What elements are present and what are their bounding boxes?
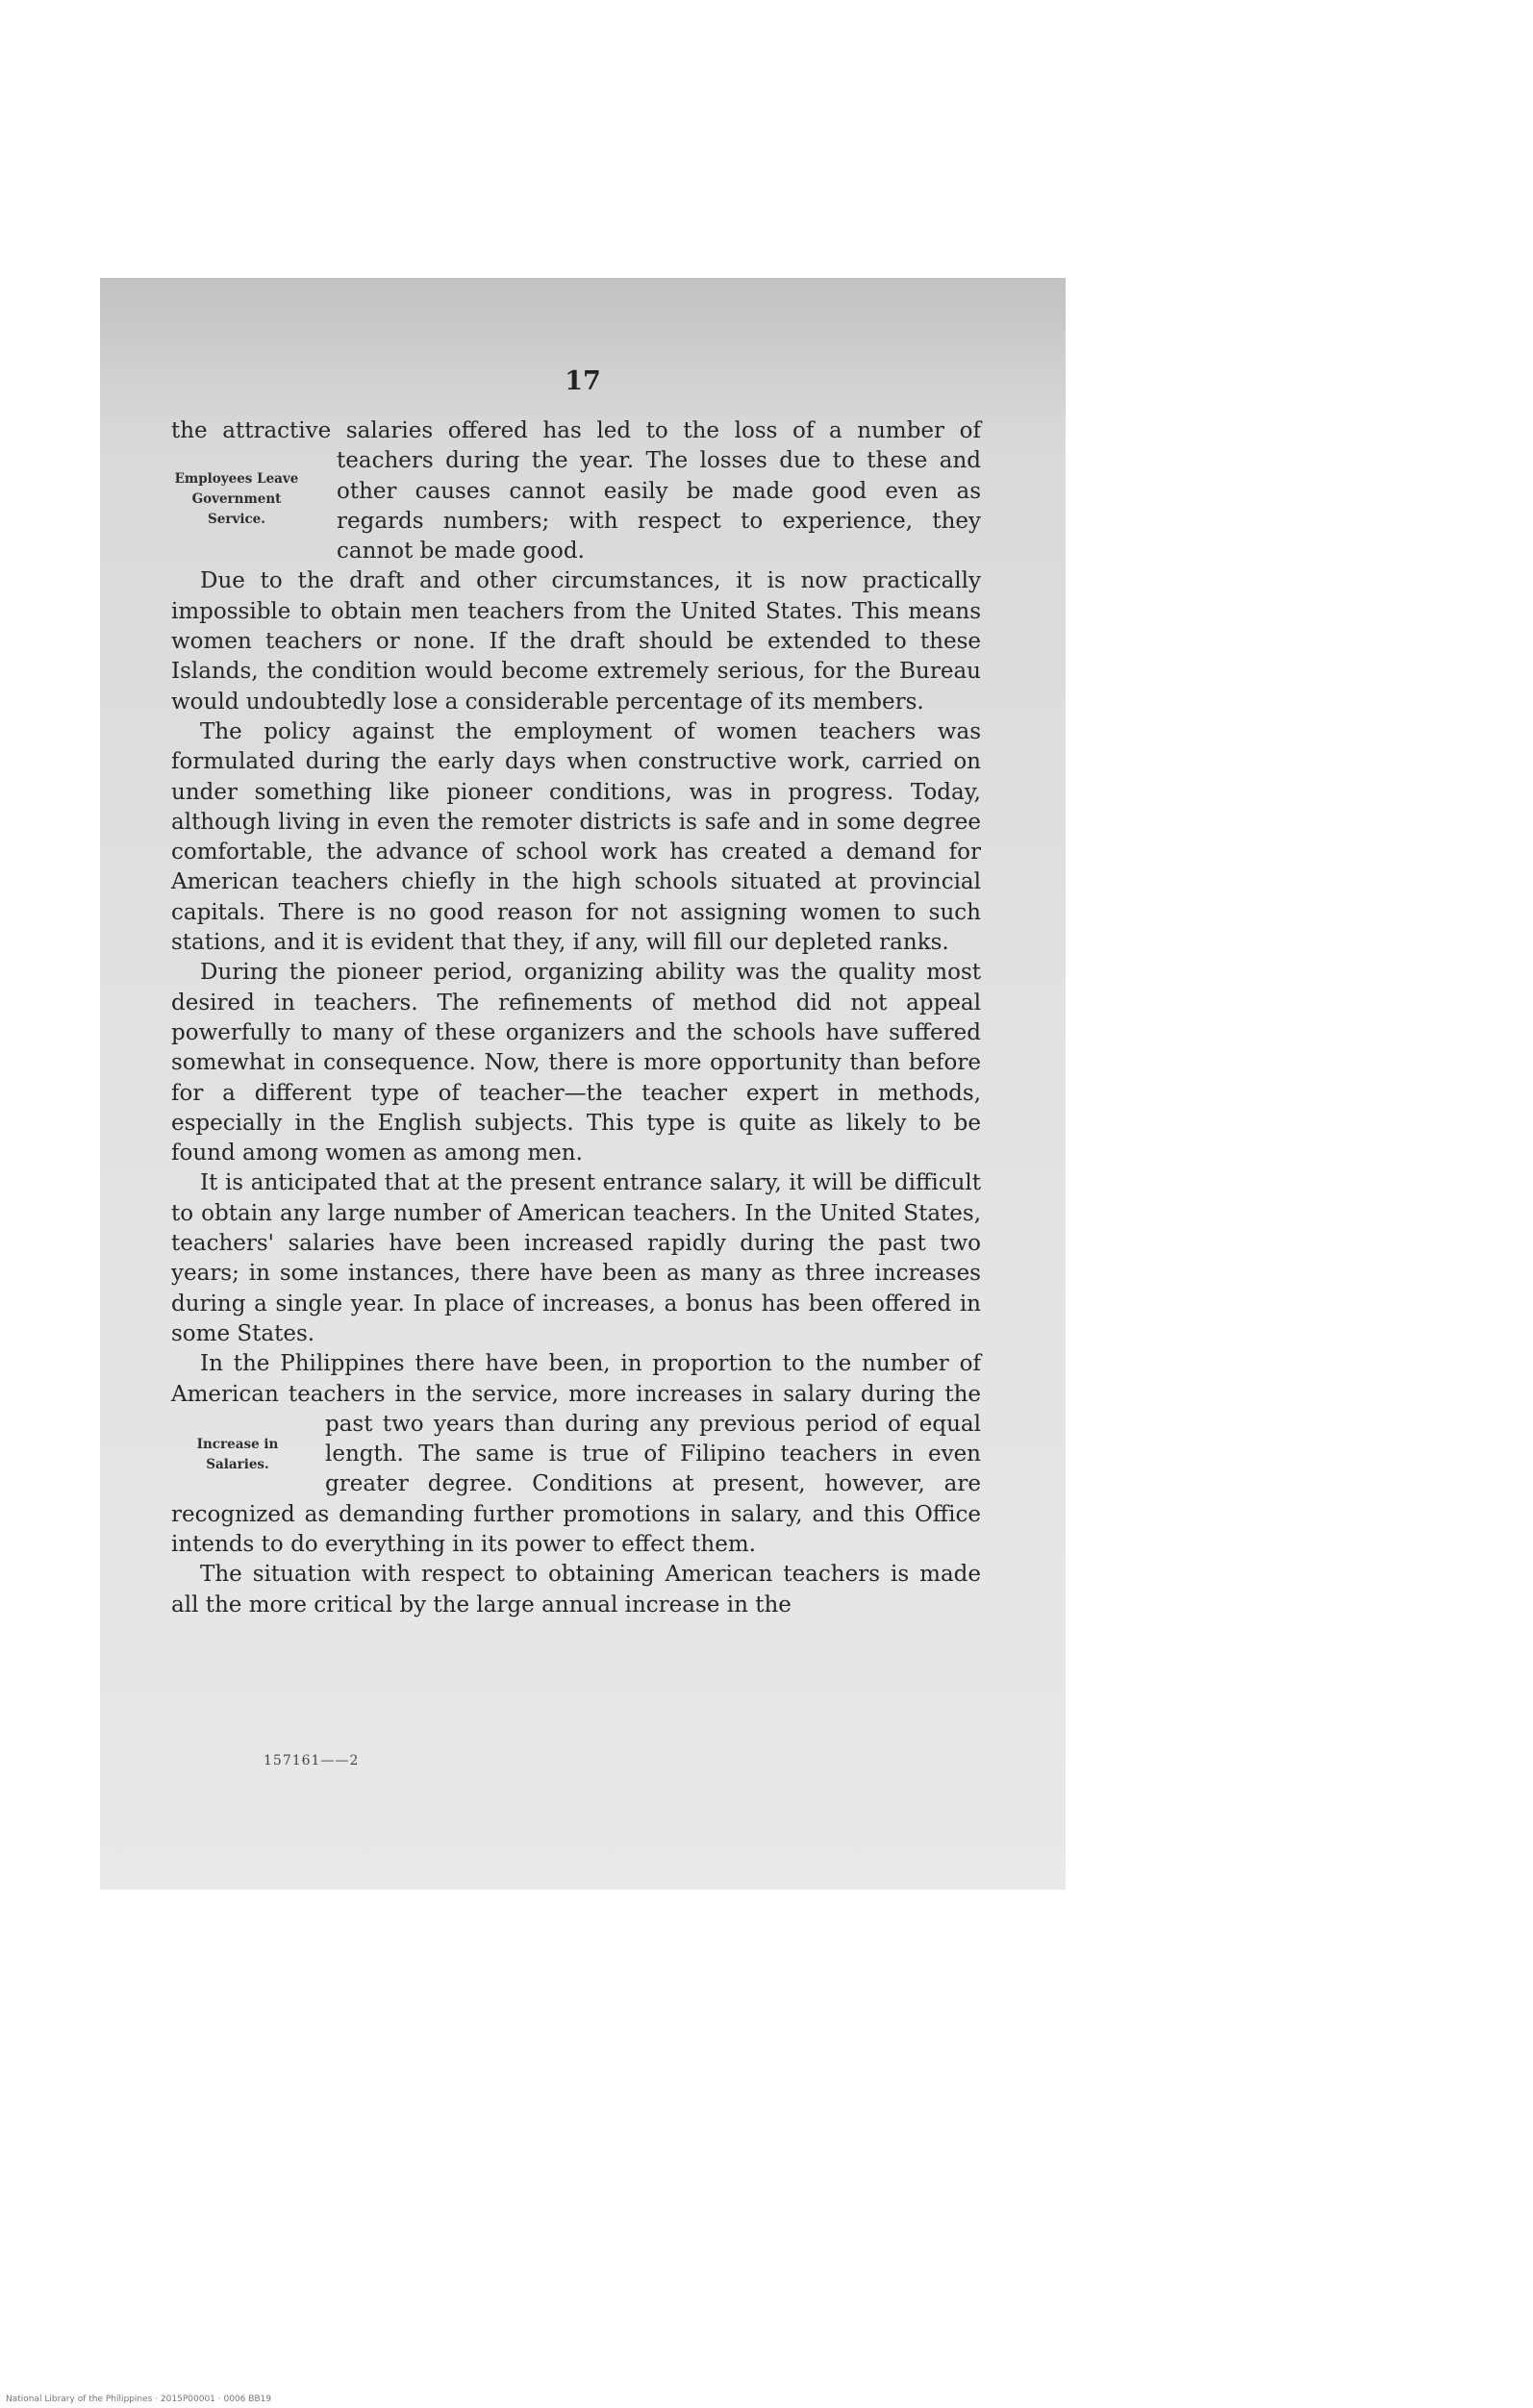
paragraph-1 bbox=[171, 416, 981, 566]
paragraph-6-rest: equal length. The same is true of Filipino teachers in even greater degree. Conditions at present, however, are recognized as demanding further promotions in salary, and this Office intends to do everything in its power to effect them. bbox=[171, 1411, 981, 1557]
body-text bbox=[171, 416, 981, 1620]
paragraph-4: During the pioneer period, organizing ability was the quality most desired in teachers. The refinements of method did not appeal powerfully to many of these organizers and the schools have suffered somewhat in consequence. Now, there is more opportunity than before for a different type of teacher—the teacher expert in methods, especially in the English subjects. This type is quite as likely to be found among women as among men. bbox=[171, 960, 981, 1166]
scan-imprint: National Library of the Philippines · 2015P00001 · 0006 BB19 bbox=[6, 2395, 272, 2404]
page-number: 17 bbox=[565, 366, 601, 396]
paragraph-6-lead: In the Philippines there have been, in proportion to the number of American teachers in the service, more increases in salary during the past two years than during any previous period of bbox=[171, 1351, 981, 1437]
paragraph-7: The situation with respect to obtaining American teachers is made all the more critical by the large annual increase in the bbox=[171, 1562, 981, 1618]
scanned-page bbox=[100, 278, 1066, 1890]
marginal-note-line: Salaries. bbox=[206, 1456, 269, 1472]
marginal-note-line: Service. bbox=[208, 512, 265, 528]
paragraph-2: Due to the draft and other circumstances, it is now practically impossible to obtain men teachers from the United States. This means women teachers or none. If the draft should be extended to these Islands, the condition would become extremely serious, for the Bureau would undoubtedly lose a considerable percentage of its members. bbox=[171, 568, 981, 715]
signature-mark: 157161——2 bbox=[264, 1753, 360, 1768]
paragraph-1-rest: teachers during the year. The losses due to these and other causes cannot easily be made good even as regards numbers; with respect to experience, they cannot be made good. bbox=[337, 448, 981, 564]
marginal-note-increase-salaries bbox=[185, 1435, 290, 1475]
paragraph-3: The policy against the employment of women teachers was formulated during the early days when constructive work, carried on under something like pioneer conditions, was in progress. Today, although living in even the remoter districts is safe and in some degree comfortable, the advance of school work has created a demand for American teachers chiefly in the high schools situated at provincial capitals. There is no good reason for not assigning women to such stations, and it is evident that they, if any, will fill our depleted ranks. bbox=[171, 718, 981, 956]
marginal-note-employees-leave bbox=[163, 469, 310, 530]
paragraph-1-lead: the attractive salaries offered has led to the loss of a number of bbox=[171, 418, 981, 443]
marginal-note-line: Government bbox=[191, 491, 282, 508]
paragraph-6 bbox=[171, 1349, 981, 1560]
marginal-note-line: Employees Leave bbox=[174, 471, 299, 488]
marginal-note-line: Increase in bbox=[196, 1436, 279, 1452]
paragraph-5: It is anticipated that at the present entrance salary, it will be difficult to obtain any large number of American teachers. In the United States, teachers' salaries have been increased rapidly during the past two years; in some instances, there have been as many as three increases during a single year. In place of increases, a bonus has been offered in some States. bbox=[171, 1170, 981, 1346]
